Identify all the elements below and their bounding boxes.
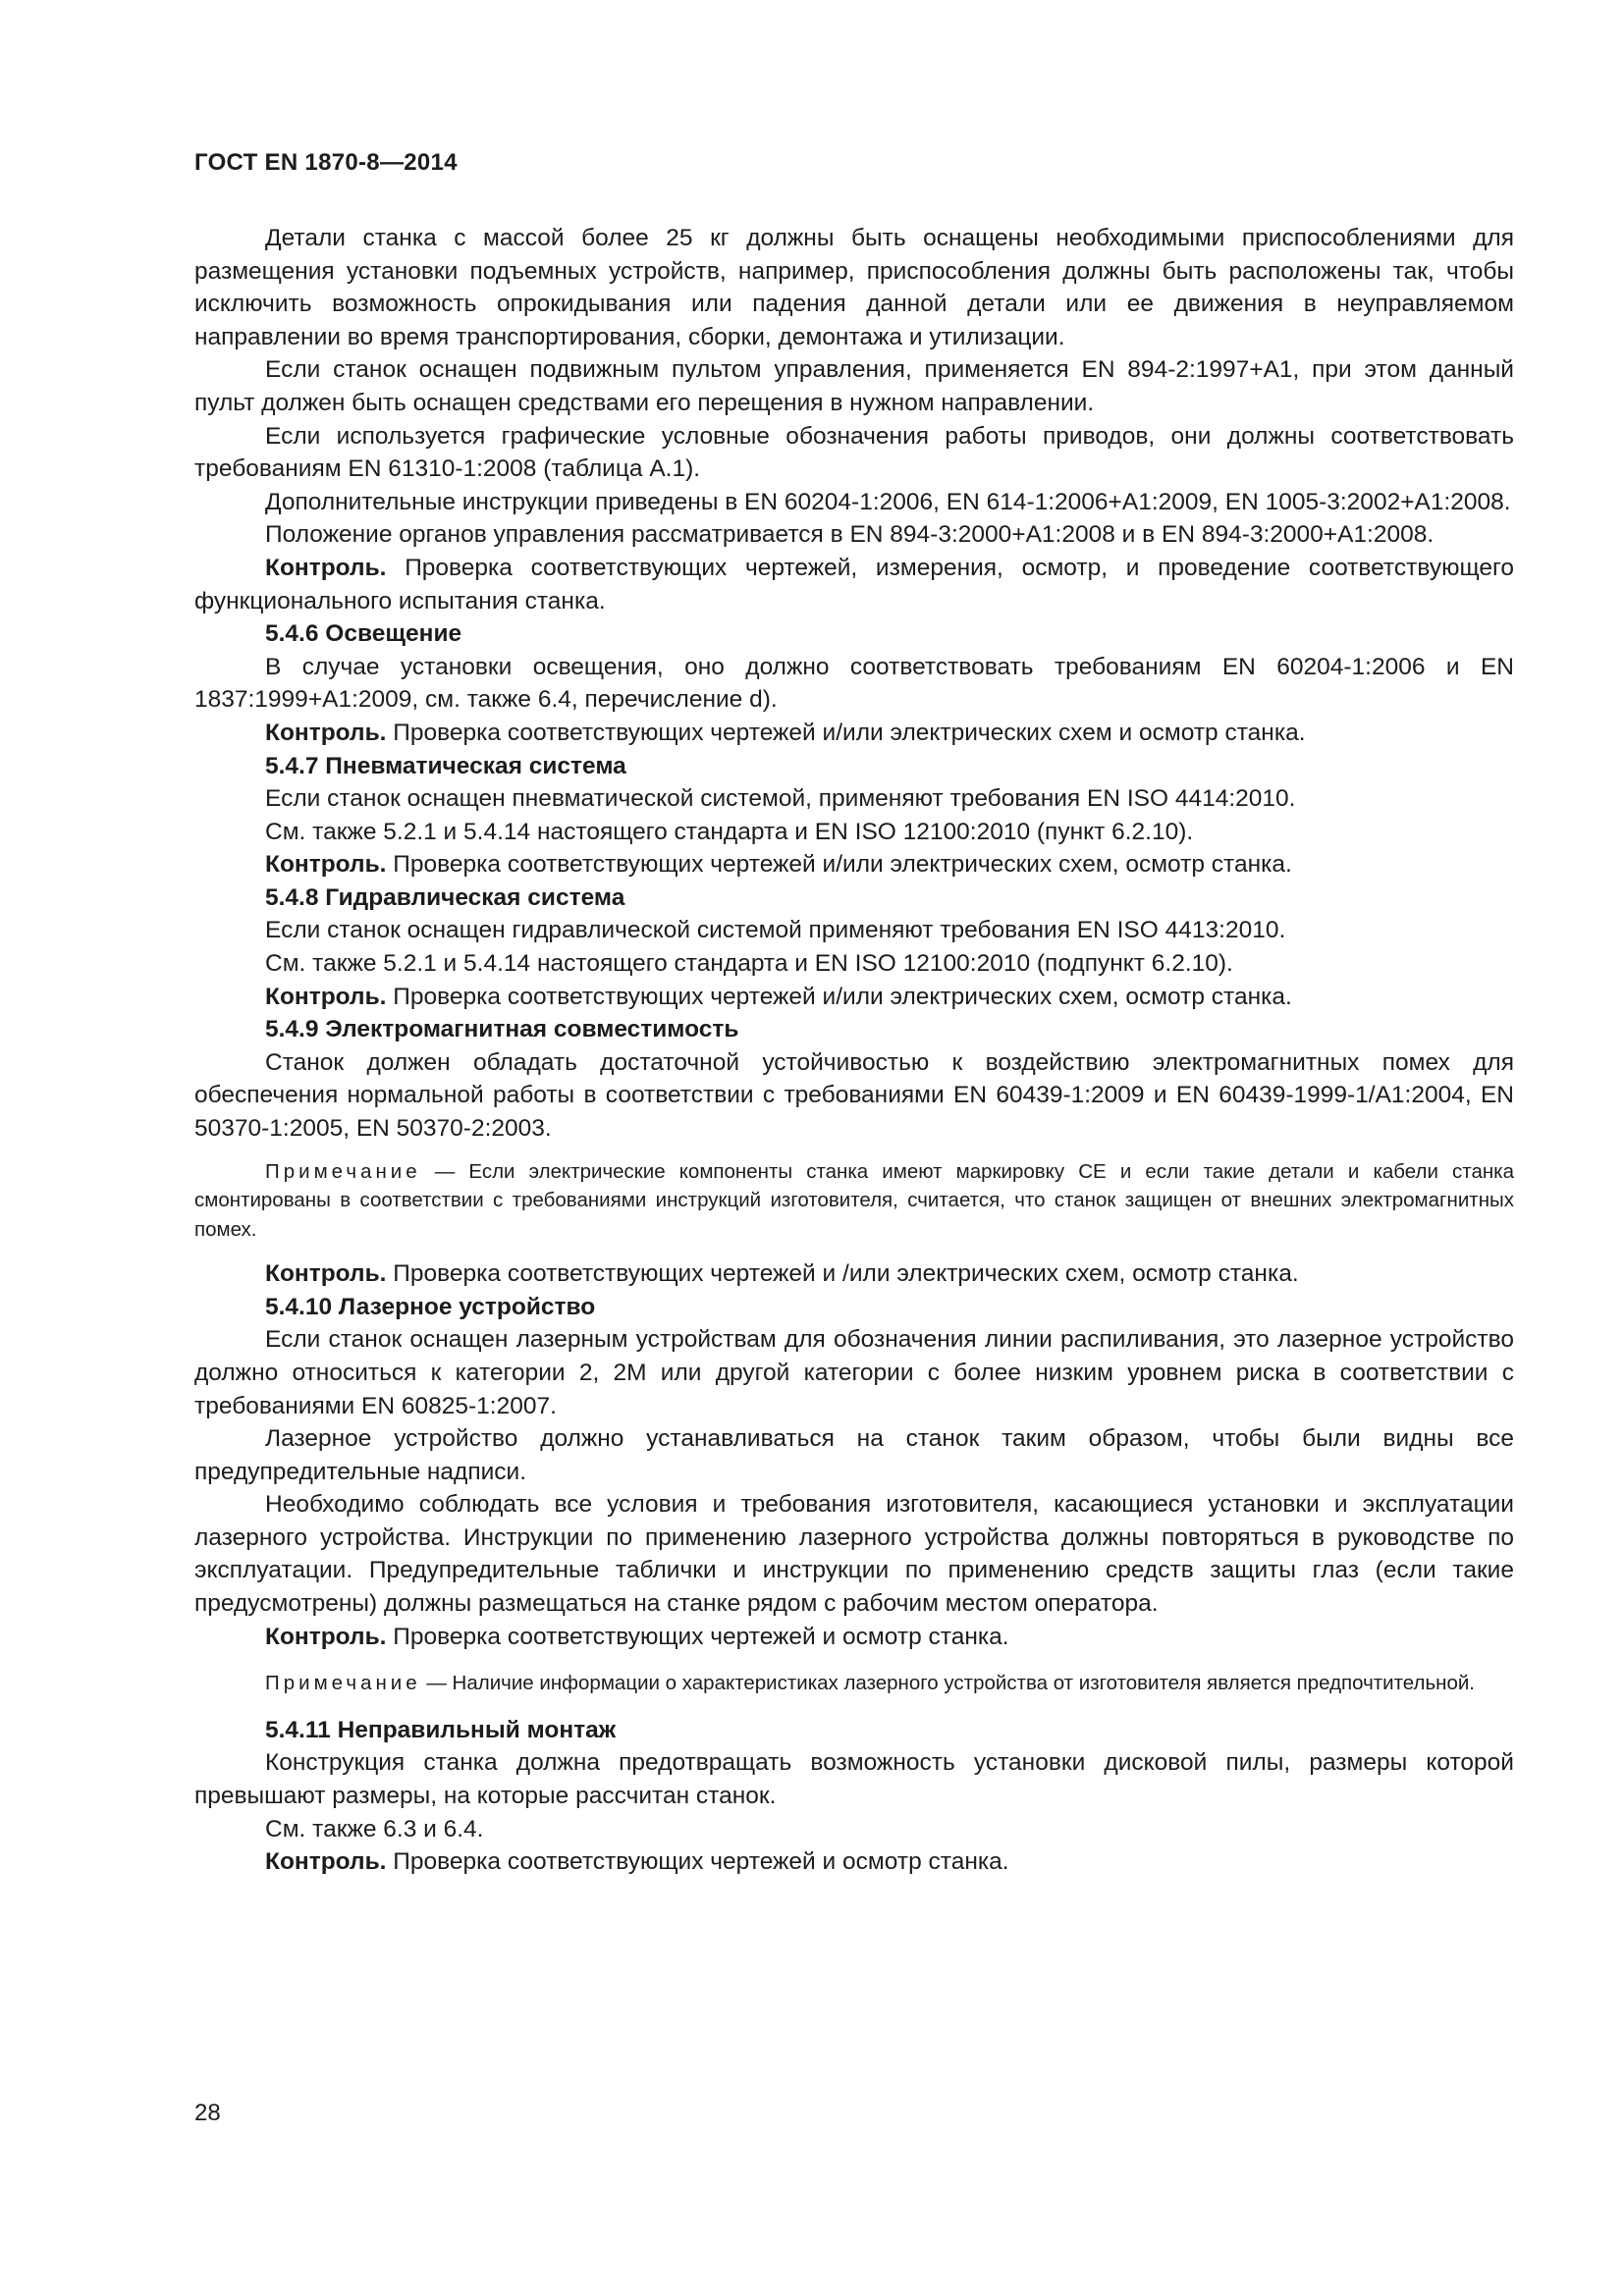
paragraph: См. также 6.3 и 6.4. xyxy=(265,1815,484,1842)
check-paragraph xyxy=(194,717,1514,750)
check-paragraph xyxy=(194,1257,1514,1291)
paragraph: Если станок оснащен лазерным устройствам для обозначения линии распиливания, это лазерное устройство должно относиться к категории 2, 2M или другой категории с более низким уровнем риска в соответствии с требованиями EN 60825-1:2007. xyxy=(194,1326,1514,1419)
check-text: Проверка соответствующих чертежей и/или электрических схем и осмотр станка. xyxy=(393,719,1306,746)
note-text: — Если электрические компоненты станка имеют маркировку CE и если такие детали и кабели станка смонтированы в соответствии с требованиями инструкций изготовителя, считается, что станок защищен от внешних электромагнитных помех. xyxy=(194,1159,1514,1241)
note xyxy=(194,1157,1514,1245)
paragraph: Если станок оснащен подвижным пультом управления, применяется EN 894-2:1997+A1, при этом данный пульт должен быть оснащен средствами его перещения в нужном направлении. xyxy=(194,356,1514,416)
section-heading-5-4-7: 5.4.7 Пневматическая система xyxy=(265,752,626,779)
check-paragraph xyxy=(194,848,1514,881)
section-heading-5-4-6: 5.4.6 Освещение xyxy=(265,620,462,648)
section-heading-5-4-10: 5.4.10 Лазерное устройство xyxy=(265,1293,596,1320)
paragraph: Детали станка с массой более 25 кг должны быть оснащены необходимыми приспособлениями для размещения установки подъемных устройств, например, приспособления должны быть расположены так, чтобы исключить возможность опрокидывания или падения данной детали или ее движения в неуправляемом направлении во время транспортирования, сборки, демонтажа и утилизации. xyxy=(194,225,1514,350)
check-text: Проверка соответствующих чертежей и осмотр станка. xyxy=(393,1623,1009,1650)
section-heading-5-4-9: 5.4.9 Электромагнитная совместимость xyxy=(265,1016,739,1043)
check-paragraph xyxy=(194,1621,1514,1654)
check-label: Контроль. xyxy=(265,1623,387,1650)
paragraph: Если станок оснащен гидравлической системой применяют требования EN ISO 4413:2010. xyxy=(265,917,1286,944)
paragraph: См. также 5.2.1 и 5.4.14 настоящего стандарта и EN ISO 12100:2010 (подпункт 6.2.10). xyxy=(265,950,1233,978)
check-paragraph xyxy=(194,981,1514,1014)
check-text: Проверка соответствующих чертежей и/или электрических схем, осмотр станка. xyxy=(393,983,1292,1010)
check-text: Проверка соответствующих чертежей и/или электрических схем, осмотр станка. xyxy=(393,851,1292,879)
section-heading-5-4-11: 5.4.11 Неправильный монтаж xyxy=(265,1716,617,1743)
section-heading-5-4-8: 5.4.8 Гидравлическая система xyxy=(265,883,625,911)
check-label: Контроль. xyxy=(265,851,387,879)
check-label: Контроль. xyxy=(265,1848,387,1876)
paragraph: В случае установки освещения, оно должно соответствовать требованиям EN 60204-1:2006 и EN 1837:1999+A1:2009, см. также 6.4, перечисление d). xyxy=(194,653,1514,714)
note xyxy=(194,1669,1514,1698)
paragraph: Станок должен обладать достаточной устойчивостью к воздействию электромагнитных помех для обеспечения нормальной работы в соответствии с требованиями EN 60439-1:2009 и EN 60439-1999-1/A1:2004, EN 50370-1:2005, EN 50370-2:2003. xyxy=(194,1048,1514,1143)
check-text: Проверка соответствующих чертежей и /или электрических схем, осмотр станка. xyxy=(393,1260,1299,1288)
check-text: Проверка соответствующих чертежей, измерения, осмотр, и проведение соответствующего функционального испытания станка. xyxy=(194,554,1514,614)
check-paragraph xyxy=(194,552,1514,617)
paragraph: Лазерное устройство должно устанавливаться на станок таким образом, чтобы были видны все предупредительные надписи. xyxy=(194,1425,1514,1485)
paragraph: Дополнительные инструкции приведены в EN 60204-1:2006, EN 614-1:2006+A1:2009, EN 1005-3:2002+A1:2008. xyxy=(265,488,1511,515)
check-label: Контроль. xyxy=(265,1260,387,1288)
paragraph: Если используется графические условные обозначения работы приводов, они должны соответствовать требованиям EN 61310-1:2008 (таблица А.1). xyxy=(194,422,1514,483)
note-label: Примечание xyxy=(265,1672,421,1695)
standard-header: ГОСТ EN 1870-8—2014 xyxy=(194,149,458,176)
check-label: Контроль. xyxy=(265,983,387,1010)
check-text: Проверка соответствующих чертежей и осмотр станка. xyxy=(393,1848,1009,1876)
page-number: 28 xyxy=(194,2100,221,2126)
paragraph: Если станок оснащен пневматической системой, применяют требования EN ISO 4414:2010. xyxy=(265,785,1296,813)
paragraph: Необходимо соблюдать все условия и требования изготовителя, касающиеся установки и эксплуатации лазерного устройства. Инструкции по применению лазерного устройства должны повторяться в руководстве по эксплуатации. Предупредительные таблички и инструкции по применению средств защиты глаз (если такие предусмотрены) должны размещаться на станке рядом с рабочим местом оператора. xyxy=(194,1491,1514,1618)
document-body xyxy=(194,222,1514,1879)
note-text: — Наличие информации о характеристиках лазерного устройства от изготовителя является предпочтительной. xyxy=(420,1672,1476,1695)
paragraph: Конструкция станка должна предотвращать возможность установки дисковой пилы, размеры которой превышают размеры, на которые рассчитан станок. xyxy=(194,1749,1514,1809)
note-label: Примечание xyxy=(265,1159,421,1183)
check-paragraph xyxy=(194,1845,1514,1879)
check-label: Контроль. xyxy=(265,719,387,746)
paragraph: Положение органов управления рассматривается в EN 894-3:2000+A1:2008 и в EN 894-3:2000+A1:2008. xyxy=(265,521,1435,549)
paragraph: См. также 5.2.1 и 5.4.14 настоящего стандарта и EN ISO 12100:2010 (пункт 6.2.10). xyxy=(265,818,1194,845)
check-label: Контроль. xyxy=(265,554,387,581)
